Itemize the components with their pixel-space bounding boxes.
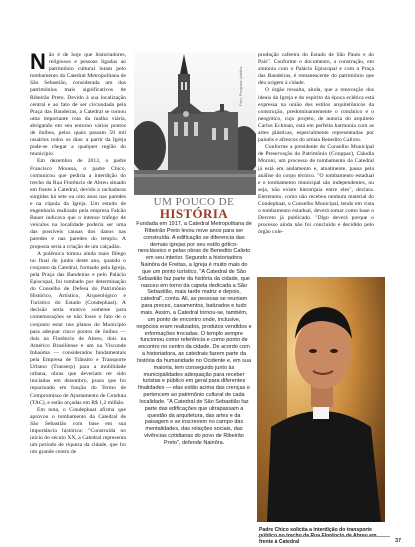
cathedral-photo [134, 52, 256, 195]
photo-credit: Foto: Pesquisa: pública [239, 66, 243, 106]
sidebar-text: Fundada em 1917, a Catedral Metropolitana de Ribeirão Preto levou nove anos para ser construída. A edificação se diferencia das demais igrejas por seu estilo gótico-neoclássico e pelas obras de Benedito Calixto em seu interior. Segundo a historiadora Nainôra de Freitas, a Igreja é muito mais do que um ponto turístico. "A Catedral de São Sebastião faz parte da história da cidade, que nasceu em torno da capela dedicada a São Sebastião, mais tarde matriz e depois, catedral", conta. Ali, as pessoas se reuniam para preces, casamentos, batizados e tudo mais. Assim, a Catedral tornou-se, também, um ponto de encontro onde, inclusive, negócios eram realizados, produtos vendidos e informações trocadas. O templo sempre funcionou como referência e como ponto de encontro no centro da cidade. De acordo com a historiadora, as catedrais fazem parte da história da humanidade no Ocidente e, em sua maioria, tem conseguido junto às municipalidades adequação para receber turistas e público em geral para diferentes finalidades — elas estão acima das crenças e pertencem ao patrimônio cultural de cada localidade. "A Catedral de São Sebastião faz parte das edificações que ultrapassam a questão da arquitetura, das artes e da paisagem e se inscrevem no campo das mentalidades, das relações sociais, das vivências cotidianas do povo de Ribeirão Preto", defende Nainôra. [136, 221, 252, 446]
article-paragraph: Em nota, o Condephaat afirma que aprovou o tombamento da Catedral de São Sebastião com base em sua importância histórica: "Construída no início do século XX, a Catedral representa um período de riqueza da cidade, que foi um grande centro de [30, 406, 126, 456]
sidebar-title-line1: UM POUCO DE [153, 196, 235, 208]
paragraph-text: ão é de hoje que historiadores, religiosos e pessoas ligadas ao patrimônio cultural lutam pelo tombamento da Catedral Metropolitana de São Sebastião, considerada um dos patrimônios mais significativos de Ribeirão Preto. Devido à sua localização central e ao fato de ser circundada pela Praça das Bandeiras, a Catedral se tornou uma importante rota da malha viária, abrigando em seu entorno vários pontos de ônibus, pelos quais passam 50 mil usuários todos os dias: a partir da Igreja pode-se chegar a qualquer região do município. [30, 52, 126, 158]
article-paragraph: produção cafeeira do Estado de São Paulo e do País". Conforme o documento, a construção, em sintonia com o Palácio Episcopal e com a Praça das Bandeiras, é remanescente do patrimônio que deu origem à cidade. [258, 52, 374, 87]
sidebar-title-line2: HISTÓRIA [159, 206, 229, 221]
history-sidebar [134, 196, 254, 522]
article-paragraph: A polêmica tomou ainda mais fôlego no final do junho deste ano, quando o conjunto da Catedral, formado pela Igreja, pela Praça das Bandeiras e pelo Palácio Episcopal, foi tombado por determinação do Conselho de Defesa do Patrimônio Histórico, Artístico, Arqueológico e Turístico do Estado (Condephaat). A decisão seria motivo somente para comemorações se não fosse o fato de o conjunto estar nos planos do Município para adequar cinco pontos de ônibus — dois na Florêncio de Abreu, dois na Américo Brasiliense e um na Visconde Inhaúma — considerados fundamentais pela Empresa de Trânsito e Transporte Urbano (Transerp) para a mobilidade urbana, obras que deveriam ter sido iniciadas em dezembro, prazo que foi repactuado em função do Termo de Compromisso de Ajustamento de Conduta (TAC), e estão orçadas em R$ 1,2 milhão. [30, 250, 126, 406]
article-paragraph: Em dezembro de 2012, o padre Francisco Moussa, o padre Chico, comunicou que pediria a interdição do trecho da Rua Florêncio de Abreu situado em frente à Catedral, devido a rachaduras surgidas há sete ou oito anos nas paredes e na cúpula da Igreja. Um estudo de engenharia realizado pela empresa Falcão Bauer indicava que o intenso tráfego de veículos na localidade poderia ser uma das possíveis causas dos danos nas paredes e nas paredes do templo. A proposta seria a criação de um calçadão. [30, 158, 126, 250]
article-paragraph [30, 49, 126, 158]
page-number: 37 [395, 538, 402, 544]
photo-caption: Padre Chico solicita a interdição do transporte frente à Catedral [259, 527, 372, 545]
priest-portrait-photo [257, 277, 385, 522]
footer-divider [258, 536, 390, 537]
article-paragraph: Conforme a presidente do Conselho Municipal de Preservação do Patrimônio (Conppac), Cláudia Moroni, um processo de tombamento da Catedral já está em andamento e, atualmente, passa pela análise do corpo técnico. "O tombamento estadual e o tombamento municipal são independentes, ou seja, não existe hierarquia entre eles", declara. Entretanto, como não recebeu nenhum material do Condephaat, o Conselho Municipal, tendo em vista o tombamento estadual, deverá tomar como base o Decreto já publicado. "Digo deverá porque o processo ainda não foi concluído e decidido pelo órgão cole- [258, 144, 374, 236]
drop-cap: N [30, 49, 46, 74]
cathedral-illustration [134, 52, 256, 195]
article-column-1 [30, 49, 126, 456]
article-column-2 [258, 52, 374, 236]
article-paragraph: O órgão ressalta, ainda, que a renovação dos ideais da Igreja e do espírito da época eclética está expressa na união dos estilos arquitetônicos da construção, predominantemente o românico e o neogótico, cujo projeto, de autoria do arquiteto Carlos Eckman, está em perfeita harmonia com as artes plásticas, especialmente representadas por painéis e afrescos do artista Benedito Calixto. [258, 87, 374, 144]
priest-portrait-illustration [257, 277, 385, 522]
